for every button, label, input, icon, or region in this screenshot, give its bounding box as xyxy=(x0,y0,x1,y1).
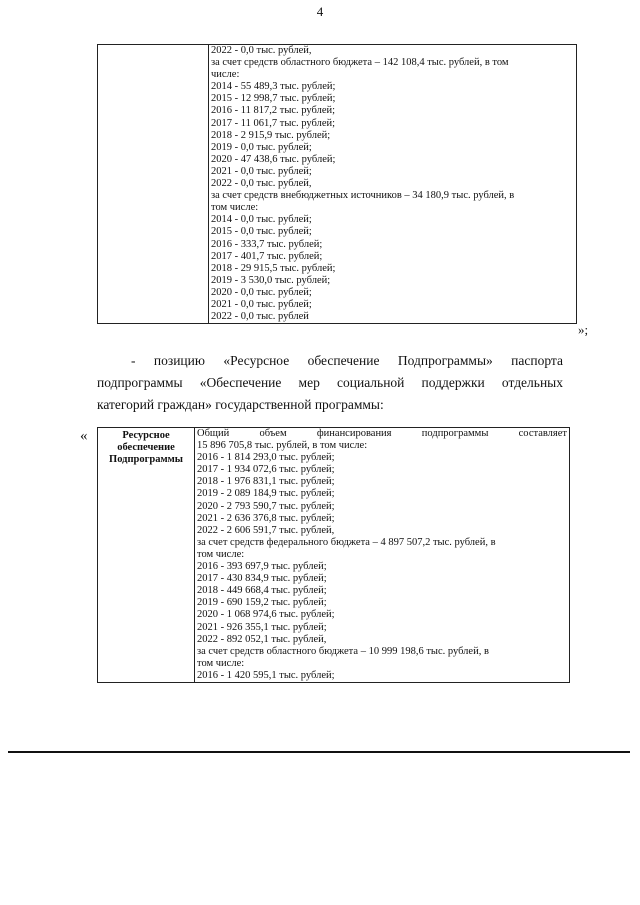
funding-line: 2016 - 333,7 тыс. рублей; xyxy=(211,238,323,250)
funding-line: 2022 - 0,0 тыс. рублей xyxy=(211,311,309,323)
funding-line: 2017 - 401,7 тыс. рублей; xyxy=(211,250,323,262)
funding-line: 2016 - 393 697,9 тыс. рублей; xyxy=(197,561,327,573)
funding-line: 2017 - 11 061,7 тыс. рублей; xyxy=(211,117,336,129)
funding-line: том числе: xyxy=(211,202,259,214)
funding-line: 2022 - 0,0 тыс. рублей, xyxy=(211,178,312,190)
funding-line: числе: xyxy=(211,69,240,81)
funding-line: 2017 - 430 834,9 тыс. рублей; xyxy=(197,573,327,585)
funding-line: том числе: xyxy=(197,657,245,669)
funding-line: 2020 - 1 068 974,6 тыс. рублей; xyxy=(197,609,335,621)
funding-line: 2016 - 11 817,2 тыс. рублей; xyxy=(211,105,336,117)
footer-divider xyxy=(8,751,630,753)
funding-line: 2015 - 12 998,7 тыс. рублей; xyxy=(211,93,336,105)
resource-provision-heading: Ресурсное обеспечение Подпрограммы xyxy=(98,428,195,683)
funding-line: 2018 - 449 668,4 тыс. рублей; xyxy=(197,585,327,597)
funding-table-continued xyxy=(97,44,577,324)
funding-line: 2022 - 2 606 591,7 тыс. рублей, xyxy=(197,524,335,536)
funding-line: 2015 - 0,0 тыс. рублей; xyxy=(211,226,312,238)
funding-line: 2019 - 2 089 184,9 тыс. рублей; xyxy=(197,488,335,500)
funding-line: 2018 - 29 915,5 тыс. рублей; xyxy=(211,262,336,274)
funding-line: 2021 - 0,0 тыс. рублей; xyxy=(211,298,312,310)
funding-line: том числе: xyxy=(197,548,245,560)
funding-line: 2020 - 2 793 590,7 тыс. рублей; xyxy=(197,500,335,512)
funding-line: 2016 - 1 420 595,1 тыс. рублей; xyxy=(197,669,335,681)
funding-line: 2019 - 690 159,2 тыс. рублей; xyxy=(197,597,327,609)
amendment-paragraph xyxy=(97,350,563,416)
funding-line: 2021 - 0,0 тыс. рублей; xyxy=(211,165,312,177)
page-number: 4 xyxy=(316,4,324,19)
opening-quote: « xyxy=(80,428,88,444)
funding-line: 2019 - 0,0 тыс. рублей; xyxy=(211,141,312,153)
funding-line: 15 896 705,8 тыс. рублей, в том числе: xyxy=(197,440,368,452)
funding-line: 2021 - 2 636 376,8 тыс. рублей; xyxy=(197,512,335,524)
funding-line: 2020 - 47 438,6 тыс. рублей; xyxy=(211,153,336,165)
funding-line: за счет средств областного бюджета – 10 999 198,6 тыс. рублей, в xyxy=(197,645,489,657)
funding-line: 2016 - 1 814 293,0 тыс. рублей; xyxy=(197,452,335,464)
paragraph-line: категорий граждан» государственной программы: xyxy=(97,397,384,412)
resource-provision-details xyxy=(195,428,570,683)
table-left-cell-empty xyxy=(98,45,209,324)
paragraph-line: подпрограммы «Обеспечение мер социальной поддержки отдельных xyxy=(97,375,563,390)
funding-line: 2014 - 0,0 тыс. рублей; xyxy=(211,214,312,226)
resource-provision-table xyxy=(97,427,570,683)
closing-quote: »; xyxy=(578,322,589,337)
funding-line: 2014 - 55 489,3 тыс. рублей; xyxy=(211,81,336,93)
funding-line: Общий объем финансирования подпрограммы составляет xyxy=(197,428,567,439)
funding-line: 2020 - 0,0 тыс. рублей; xyxy=(211,286,312,298)
funding-line: 2018 - 1 976 831,1 тыс. рублей; xyxy=(197,476,335,488)
funding-line: 2019 - 3 530,0 тыс. рублей; xyxy=(211,274,331,286)
funding-line: 2017 - 1 934 072,6 тыс. рублей; xyxy=(197,464,335,476)
funding-line: за счет средств федерального бюджета – 4 897 507,2 тыс. рублей, в xyxy=(197,536,496,548)
funding-line: 2018 - 2 915,9 тыс. рублей; xyxy=(211,129,331,141)
funding-line: 2022 - 0,0 тыс. рублей, xyxy=(211,45,312,56)
paragraph-line: - позицию «Ресурсное обеспечение Подпрограммы» паспорта xyxy=(131,353,563,368)
funding-line: за счет средств внебюджетных источников – 34 180,9 тыс. рублей, в xyxy=(211,190,515,202)
funding-line: за счет средств областного бюджета – 142 108,4 тыс. рублей, в том xyxy=(211,57,509,69)
funding-details-cell xyxy=(209,45,577,324)
funding-line: 2022 - 892 052,1 тыс. рублей, xyxy=(197,633,327,645)
funding-line: 2021 - 926 355,1 тыс. рублей; xyxy=(197,621,327,633)
